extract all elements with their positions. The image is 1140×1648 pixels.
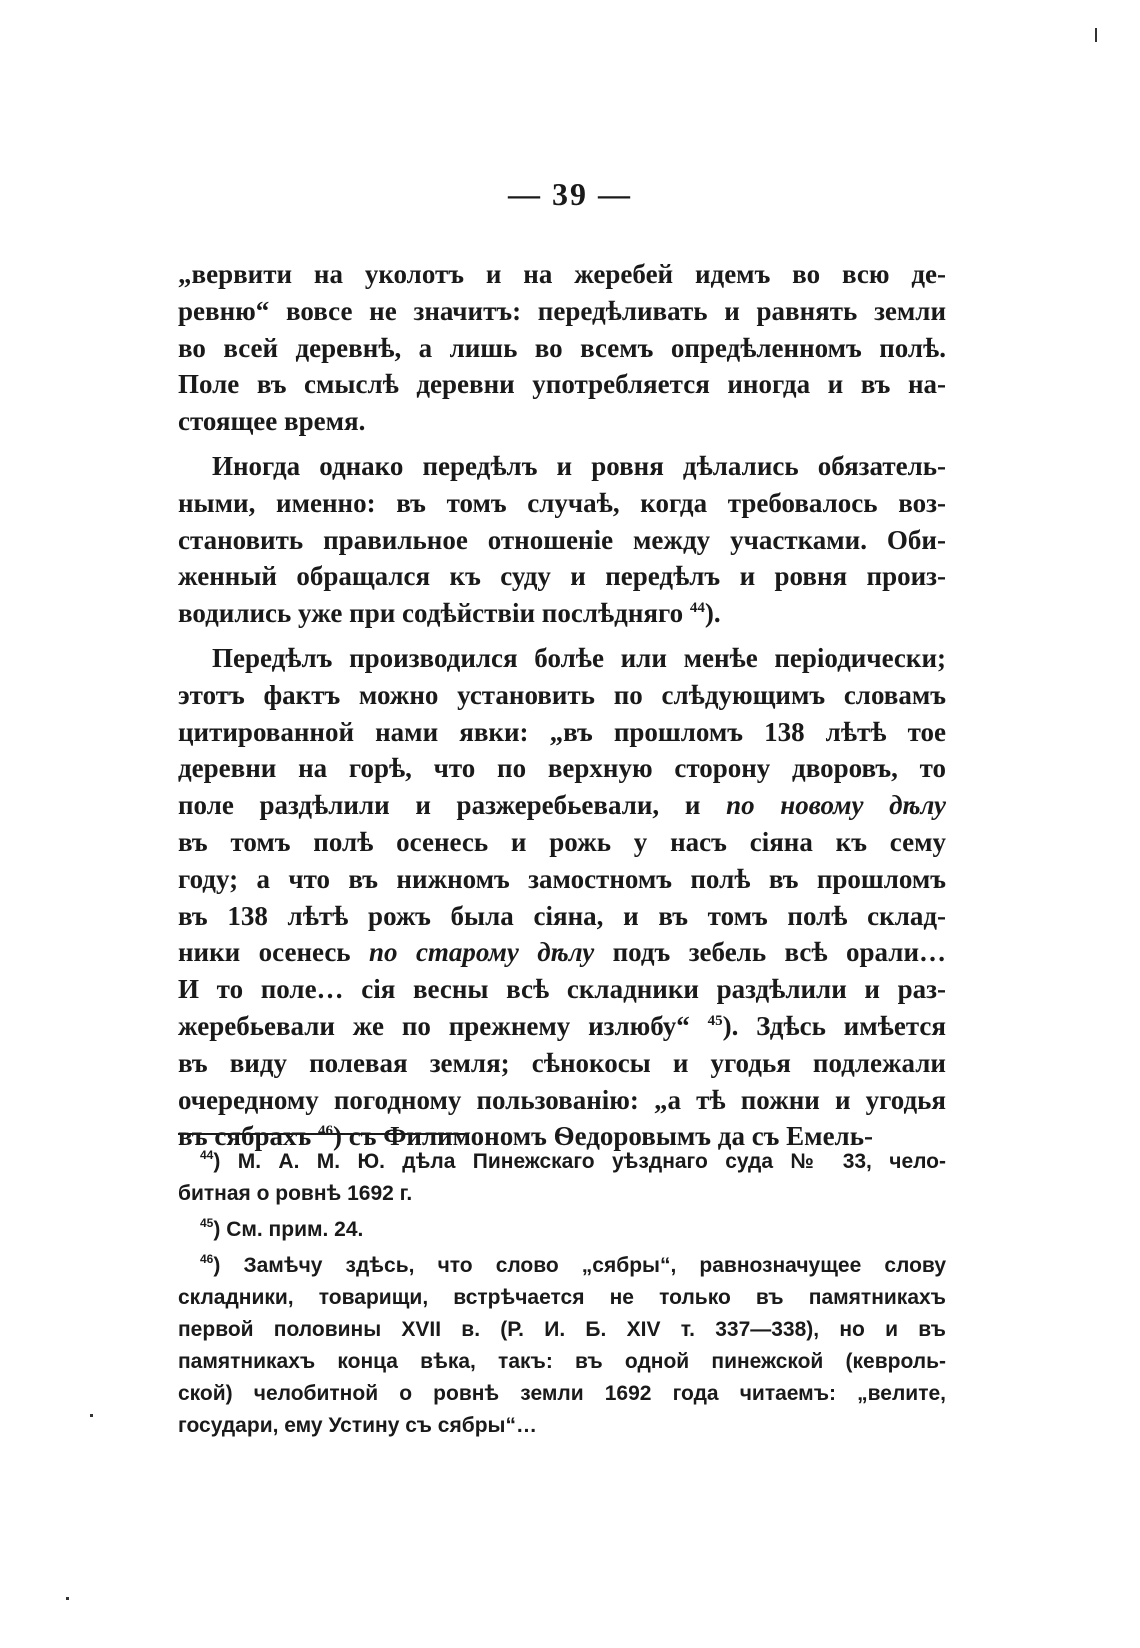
footnote-number: 45 xyxy=(200,1216,214,1230)
footnote-paren: ) xyxy=(213,1254,244,1277)
footnote-paren: ) xyxy=(213,1218,227,1241)
text-run: женный обращался къ суду и передѣлъ и ровня произ- xyxy=(178,561,946,592)
footnote xyxy=(200,1214,946,1246)
text-line xyxy=(178,595,946,632)
footnote-line xyxy=(178,1282,946,1314)
text-run: въ томъ полѣ осенесь и рожь у насъ сіяна къ сему xyxy=(178,826,946,857)
footnote-text: государи, ему Устину съ сябры“… xyxy=(178,1414,537,1437)
text-line xyxy=(178,714,946,751)
text-run: Передѣлъ производился болѣе или менѣе періодически; xyxy=(212,642,946,673)
text-line xyxy=(178,448,946,485)
footnote-reference: 44 xyxy=(689,600,705,617)
footnote-number: 46 xyxy=(200,1252,214,1266)
emphasized-text: по новому дѣлу xyxy=(726,790,946,821)
footnote xyxy=(178,1146,947,1210)
text-line xyxy=(178,824,946,861)
text-run: ) съ Филимономъ Ѳедоровымъ да съ Емель- xyxy=(332,1121,873,1152)
scan-speck xyxy=(66,1597,69,1600)
footnote-line xyxy=(200,1250,946,1282)
footnote-text: битная о ровнѣ 1692 г. xyxy=(178,1182,413,1205)
text-run: во всей деревнѣ, а лишь во всемъ опредѣленномъ полѣ. xyxy=(178,332,946,363)
text-run: поле раздѣлили и разжеребьевали, и xyxy=(178,790,727,821)
text-line xyxy=(178,750,946,787)
text-line xyxy=(178,1008,946,1045)
footnote-line xyxy=(178,1314,946,1346)
text-line xyxy=(178,971,946,1008)
text-run: ). Здѣсь имѣется xyxy=(722,1010,946,1041)
text-run: ными, именно: въ томъ случаѣ, когда требовалось воз- xyxy=(178,487,946,518)
footnote-line xyxy=(200,1214,946,1246)
footnote xyxy=(178,1250,947,1442)
text-line xyxy=(178,256,946,293)
footnote-line xyxy=(178,1410,946,1442)
scan-speck xyxy=(1095,28,1097,42)
footnote-paren: ) xyxy=(213,1150,238,1173)
paragraph xyxy=(178,256,946,440)
footnote-line xyxy=(178,1346,946,1378)
text-run: Поле въ смыслѣ деревни употребляется иногда и въ на- xyxy=(178,369,946,400)
text-run: ревню“ вовсе не значитъ: передѣливать и равнять земли xyxy=(178,295,946,326)
text-line xyxy=(178,677,946,714)
text-line xyxy=(178,898,946,935)
text-line xyxy=(178,1045,946,1082)
paragraph xyxy=(178,640,946,1155)
footnote-separator xyxy=(178,1133,468,1135)
text-run: ники осенесь xyxy=(178,937,369,968)
text-run: въ сябрахъ xyxy=(178,1121,318,1152)
emphasized-text: по старому дѣлу xyxy=(369,937,595,968)
text-run: „вервити на уколотъ и на жеребей идемъ во всю де- xyxy=(178,259,946,289)
footnote-line xyxy=(200,1146,946,1178)
paragraph-gap xyxy=(178,632,946,640)
footnote-text: См. прим. 24. xyxy=(226,1218,364,1241)
text-run: ). xyxy=(704,598,721,629)
text-run: этотъ фактъ можно установить по слѣдующимъ словамъ xyxy=(178,679,946,710)
paragraph-gap xyxy=(178,440,946,448)
text-line xyxy=(178,787,946,824)
text-line xyxy=(178,293,946,330)
text-run: стоящее время. xyxy=(178,406,366,437)
footnote-line xyxy=(178,1178,946,1210)
footnote-reference: 46 xyxy=(317,1123,333,1140)
footnote-text: памятникахъ конца вѣка, такъ: въ одной пинежской (кевроль- xyxy=(178,1350,946,1373)
text-line xyxy=(178,522,946,559)
text-line xyxy=(178,640,946,677)
text-line xyxy=(178,558,946,595)
text-line xyxy=(178,485,946,522)
text-run: въ виду полевая земля; сѣнокосы и угодья подлежали xyxy=(178,1047,946,1078)
text-line xyxy=(178,366,946,403)
footnote-text: первой половины XVII в. (Р. И. Б. XIV т. 337—338), но и въ xyxy=(178,1318,946,1341)
page-number: — 39 — xyxy=(508,176,632,212)
text-run: цитированной нами явки: „въ прошломъ 138 лѣтѣ тое xyxy=(178,716,946,747)
body-text xyxy=(178,256,946,1155)
text-run: водились уже при содѣйствіи послѣдняго xyxy=(178,598,690,629)
text-line xyxy=(178,403,946,440)
text-run: въ 138 лѣтѣ рожъ была сіяна, и въ томъ полѣ склад- xyxy=(178,900,946,931)
text-line xyxy=(178,330,946,367)
text-line xyxy=(178,934,946,971)
text-run: подъ зебель всѣ орали… xyxy=(594,937,946,968)
footnote-line xyxy=(178,1378,946,1410)
text-line xyxy=(178,861,946,898)
text-run: И то поле… сія весны всѣ складники раздѣлили и раз- xyxy=(178,974,946,1005)
footnote-text: М. А. М. Ю. дѣла Пинежскаго уѣзднаго суда № 33, чело- xyxy=(237,1150,947,1173)
text-run: жеребьевали же по прежнему излюбу“ xyxy=(178,1010,708,1041)
text-line xyxy=(178,1082,946,1119)
footnote-text: ской) челобитной о ровнѣ земли 1692 года читаемъ: „велите, xyxy=(178,1382,946,1405)
paragraph xyxy=(178,448,946,632)
text-run: становить правильное отношеніе между участками. Оби- xyxy=(178,524,946,555)
scan-speck xyxy=(90,1414,93,1417)
footnote-number: 44 xyxy=(200,1148,214,1162)
text-run: очередному погодному пользованію: „а тѣ пожни и угодья xyxy=(178,1084,946,1115)
text-run: году; а что въ нижномъ замостномъ полѣ въ прошломъ xyxy=(178,863,946,894)
text-run: Иногда однако передѣлъ и ровня дѣлались обязатель- xyxy=(212,450,946,481)
footnote-text: Замѣчу здѣсь, что слово „сябры“, равнозначущее слову xyxy=(243,1254,947,1277)
footnotes xyxy=(178,1146,947,1442)
footnote-reference: 45 xyxy=(707,1012,723,1029)
footnote-text: складники, товарищи, встрѣчается не только въ памятникахъ xyxy=(178,1286,946,1309)
text-run: деревни на горѣ, что по верхную сторону дворовъ, то xyxy=(178,753,946,784)
